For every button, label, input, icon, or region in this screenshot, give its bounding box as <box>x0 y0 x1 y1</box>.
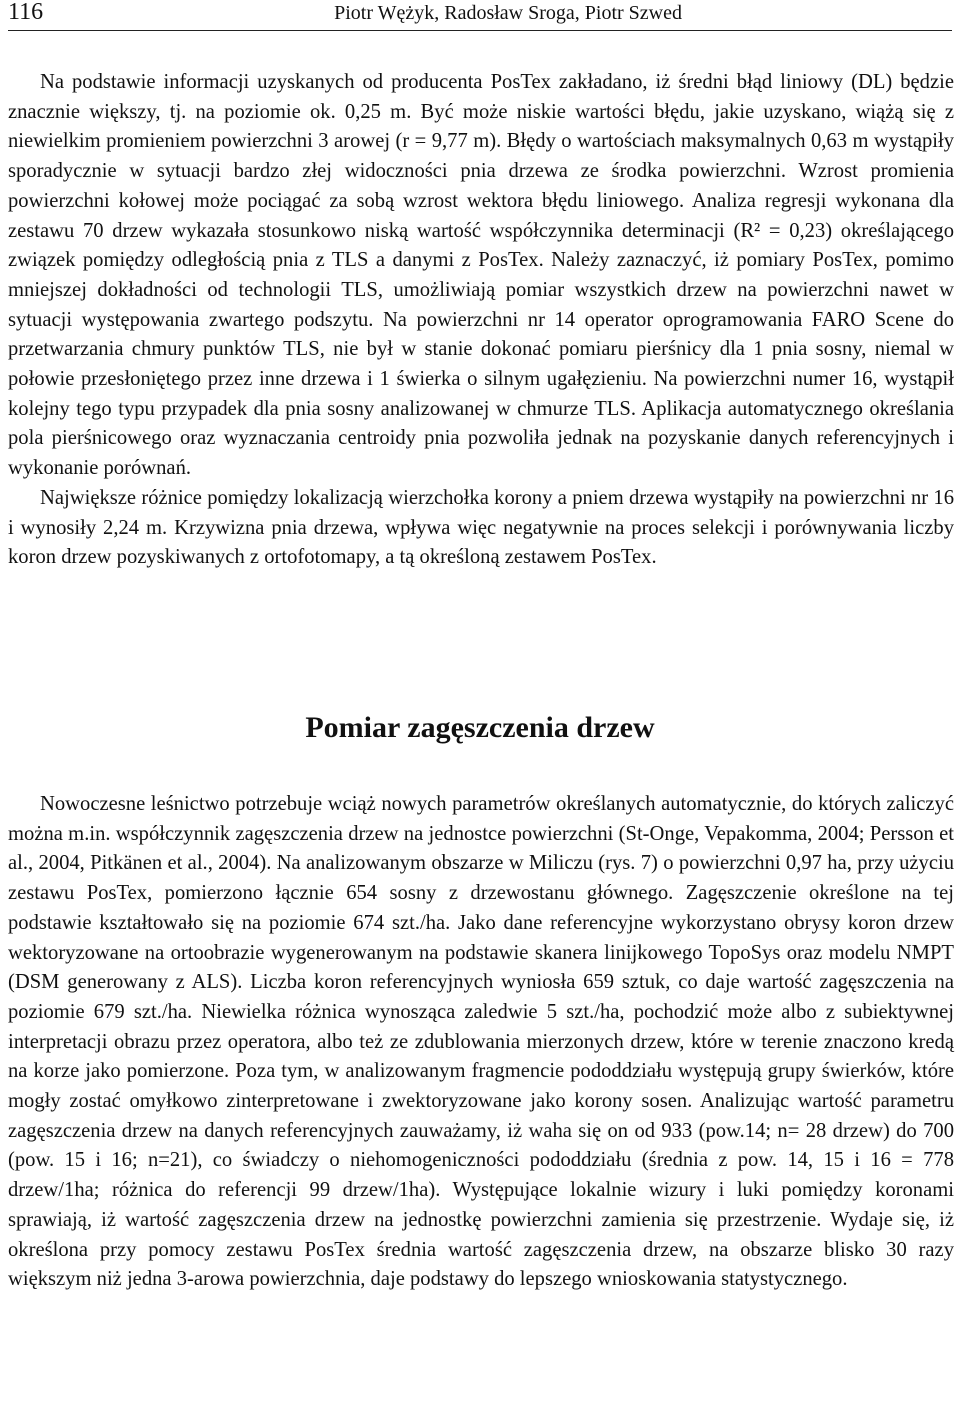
page-header <box>8 0 952 31</box>
body-paragraph: Nowoczesne leśnictwo potrzebuje wciąż nowych parametrów określanych automatycznie, do których zaliczyć można m.in. współczynnik zagęszczenia drzew na jednostce powierzchni (St-Onge, Vepakomma, 2004; Persson et al., 2004, Pitkänen et al., 2004). Na analizowanym obszarze w Miliczu (rys. 7) o powierzchni 0,97 ha, przy użyciu zestawu PosTex, pomierzono łącznie 654 sosny z drzewostanu głównego. Zagęszczenie określone na tej podstawie kształtowało się na poziomie 674 szt./ha. Jako dane referencyjne wykorzystano obrysy koron drzew wektoryzowane na ortoobrazie wygenerowanym na podstawie skanera linijkowego TopoSys oraz modelu NMPT (DSM generowany z ALS). Liczba koron referencyjnych wyniosła 659 sztuk, co daje wartość zagęszczenia na poziomie 679 szt./ha. Niewielka różnica wynosząca zaledwie 5 szt./ha, pochodzić może albo z subiektywnej interpretacji obrazu przez operatora, albo też ze zdublowania mierzonych drzew, które w terenie znaczono kredą na korze jako pomierzone. Poza tym, w analizowanym fragmencie pododdziału występują grupy świerków, które mogły zostać omyłkowo zinterpretowane i zwektoryzowane jako korony sosen. Analizując wartość parametru zagęszczenia drzew na danych referencyjnych zauważamy, iż waha się on od 933 (pow.14; n= 28 drzew) do 700 (pow. 15 i 16; n=21), co świadczy o niehomogeniczności pododdziału (średnia z pow. 14, 15 i 16 = 778 drzew/1ha; różnica do referencji 99 drzew/1ha). Występujące lokalnie wizury i luki pomiędzy koronami sprawiają, iż wartość zagęszczenia drzew na jednostkę powierzchni zamienia się przestrzenie. Wydaje się, iż określona przy pomocy zestawu PosTex średnia wartość zagęszczenia drzew, na obszarze blisko 30 razy większym niż jedna 3-arowa powierzchnia, daje podstawy do lepszego wnioskowania statystycznego. <box>8 793 954 1291</box>
body-paragraph: Na podstawie informacji uzyskanych od producenta PosTex zakładano, iż średni błąd liniowy (DL) będzie znacznie większy, tj. na poziomie ok. 0,25 m. Być może niskie wartości błędu, jakie uzyskano, wiążą się z niewielkim promieniem powierzchni 3 arowej (r = 9,77 m). Błędy o wartościach maksymalnych 0,63 m wystąpiły sporadycznie w sytuacji bardzo złej widoczności pnia drzewa ze środka powierzchni. Wzrost promienia powierzchni kołowej może pociągać za sobą wzrost wektora błędu liniowego. Analiza regresji wykonana dla zestawu 70 drzew wykazała stosunkowo niską wartość współczynnika determinacji (R² = 0,23) określającego związek pomiędzy odległością pnia z TLS a danymi z PosTex. Należy zaznaczyć, iż pomiary PosTex, pomimo mniejszej dokładności od technologii TLS, umożliwiają pomiar wszystkich drzew na powierzchni nawet w sytuacji występowania zwartego podszytu. Na powierzchni nr 14 operator oprogramowania FARO Scene do przetwarzania chmury punktów TLS, nie był w stanie dokonać pomiaru pierśnicy dla 1 pnia sosny, niemal w połowie przesłoniętego przez inne drzewa i 1 świerka o silnym ugałęzieniu. Na powierzchni numer 16, wystąpił kolejny tego typu przypadek dla pnia sosny analizowanej w chmurze TLS. Aplikacja automatycznego określania pola pierśnicowego oraz wyznaczania centroidy pnia pozwoliła jednak na pozyskanie danych referencyjnych i wykonanie porównań. <box>8 71 954 480</box>
page-number: 116 <box>8 0 44 25</box>
body-paragraph: Największe różnice pomiędzy lokalizacją wierzchołka korony a pniem drzewa wystąpiły na powierzchni nr 16 i wynosiły 2,24 m. Krzywizna pnia drzewa, wpływa więc negatywnie na proces selekcji i porównywania liczby koron drzew pozyskiwanych z ortofotomapy, a tą określoną zestawem PosTex. <box>8 486 954 569</box>
tree-density-text-block <box>8 790 954 1295</box>
section-heading: Pomiar zagęszczenia drzew <box>305 711 655 744</box>
running-head-authors: Piotr Wężyk, Radosław Sroga, Piotr Szwed <box>334 2 682 24</box>
results-text-block <box>8 68 954 573</box>
